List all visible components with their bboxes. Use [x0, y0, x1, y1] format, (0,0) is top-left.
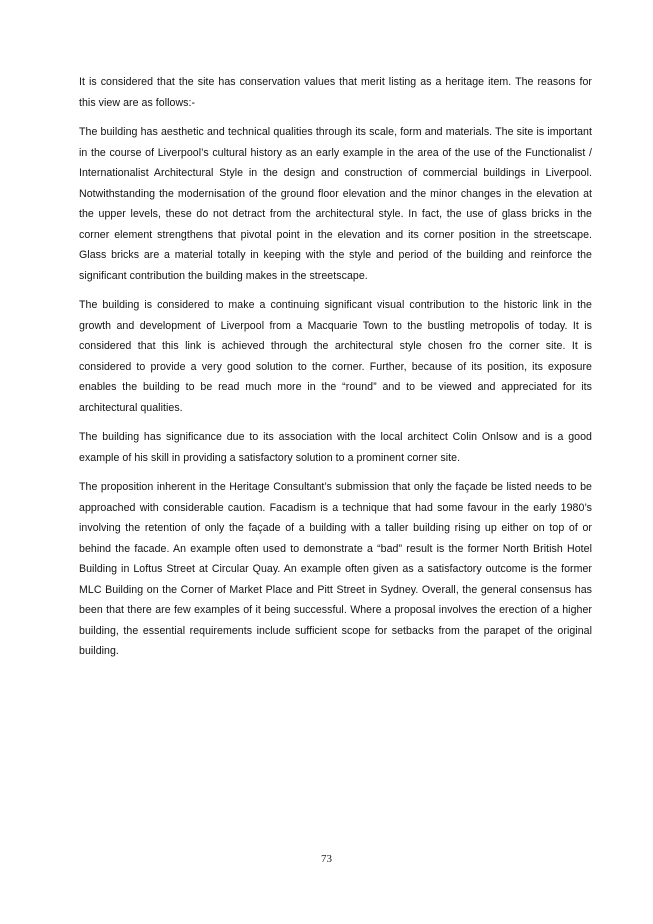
- paragraph-aesthetic-qualities: The building has aesthetic and technical qualities through its scale, form and materials. The site is important in the course of Liverpool’s cultural history as an early example in the area of the use of the Functionalist / Internationalist Architectural Style in the design and construction of commercial buildings in Liverpool. Notwithstanding the modernisation of the ground floor elevation and the minor changes in the elevation at the upper levels, these do not detract from the architectural style. In fact, the use of glass bricks in the corner element strengthens that pivotal point in the elevation and its corner position in the streetscape. Glass bricks are a material totally in keeping with the style and period of the building and reinforce the significant contribution the building makes in the streetscape.: [79, 126, 592, 282]
- document-body: [79, 72, 592, 671]
- paragraph-facadism: The proposition inherent in the Heritage Consultant’s submission that only the façade be listed needs to be approached with considerable caution. Facadism is a technique that had some favour in the early 1980’s involving the retention of only the façade of a building with a taller building rising up either on top of or behind the facade. An example often used to demonstrate a “bad” result is the former North British Hotel Building in Loftus Street at Circular Quay. An example often given as a satisfactory outcome is the former MLC Building on the Corner of Market Place and Pitt Street in Sydney. Overall, the general consensus has been that there are few examples of it being successful. Where a proposal involves the erection of a higher building, the essential requirements include sufficient scope for setbacks from the parapet of the original building.: [79, 481, 592, 657]
- paragraph-intro: It is considered that the site has conservation values that merit listing as a heritage item. The reasons for this view are as follows:-: [79, 76, 592, 109]
- page-number: 73: [321, 853, 332, 865]
- paragraph-visual-contribution: The building is considered to make a continuing significant visual contribution to the historic link in the growth and development of Liverpool from a Macquarie Town to the bustling metropolis of today. It is considered that this link is achieved through the architectural style chosen fro the corner site. It is considered to provide a very good solution to the corner. Further, because of its position, its exposure enables the building to be read much more in the “round” and to be viewed and appreciated for its architectural qualities.: [79, 299, 592, 414]
- paragraph-architect-association: The building has significance due to its association with the local architect Colin Onlsow and is a good example of his skill in providing a satisfactory solution to a prominent corner site.: [79, 431, 592, 464]
